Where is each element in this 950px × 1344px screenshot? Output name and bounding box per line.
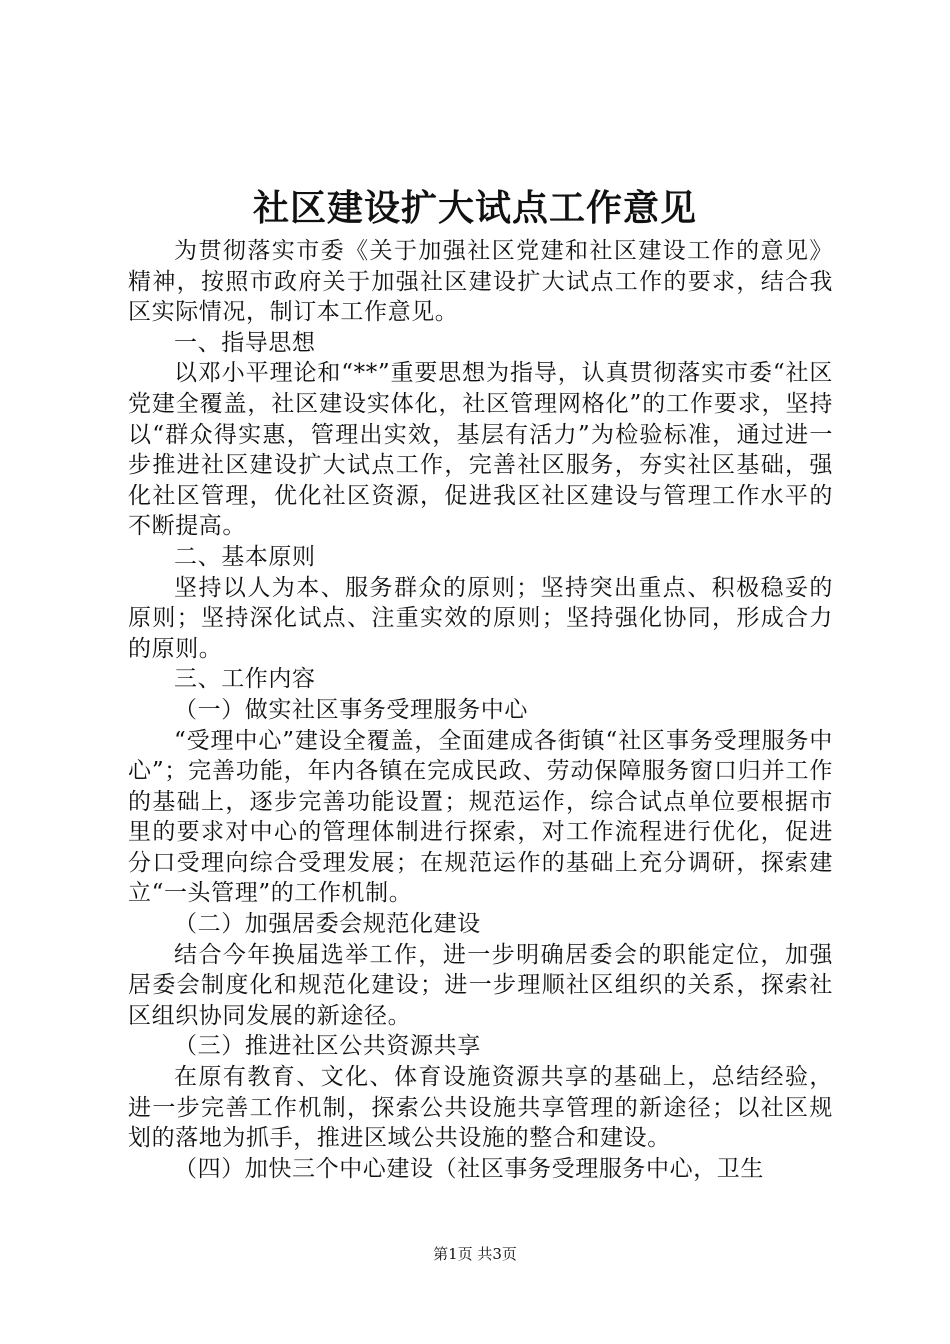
section-heading-basic-principles: 二、基本原则 [174, 543, 316, 570]
document-title: 社区建设扩大试点工作意见 [252, 187, 697, 229]
section-heading-work-content: 三、工作内容 [174, 666, 316, 693]
paragraph-basic-principles: 坚持以人为本、服务群众的原则；坚持突出重点、积极稳妥的原则；坚持深化试点、注重实效的原则；坚持强化协同，形成合力的原则。 [128, 574, 833, 662]
subheading-three-centers: （四）加快三个中心建设（社区事务受理服务中心，卫生 [174, 1155, 764, 1182]
subheading-resource-sharing: （三）推进社区公共资源共享 [174, 1033, 481, 1060]
subheading-residents-committee: （二）加强居委会规范化建设 [174, 911, 481, 938]
page-number: 第1页 共3页 [433, 1245, 517, 1263]
paragraph-residents-committee: 结合今年换届选举工作，进一步明确居委会的职能定位，加强居委会制度化和规范化建设；进一步理顺社区组织的关系，探索社区组织协同发展的新途径。 [128, 941, 833, 1029]
paragraph-resource-sharing: 在原有教育、文化、体育设施资源共享的基础上，总结经验，进一步完善工作机制，探索公共设施共享管理的新途径；以社区规划的落地为抓手，推进区域公共设施的整合和建设。 [128, 1064, 833, 1152]
document-body [128, 236, 833, 1184]
subheading-service-center: （一）做实社区事务受理服务中心 [174, 696, 528, 723]
paragraph-guiding-thought: 以邓小平理论和“**”重要思想为指导，认真贯彻落实市委“社区党建全覆盖，社区建设实体化，社区管理网格化”的工作要求，坚持以“群众得实惠，管理出实效，基层有活力”为检验标准，通过进一步推进社区建设扩大试点工作，完善社区服务，夯实社区基础，强化社区管理，优化社区资源，促进我区社区建设与管理工作水平的不断提高。 [128, 360, 833, 540]
section-heading-guiding-thought: 一、指导思想 [174, 329, 316, 356]
paragraph-service-center: “受理中心”建设全覆盖，全面建成各街镇“社区事务受理服务中心”；完善功能，年内各镇在完成民政、劳动保障服务窗口归并工作的基础上，逐步完善功能设置；规范运作，综合试点单位要根据市里的要求对中心的管理体制进行探索，对工作流程进行优化，促进分口受理向综合受理发展；在规范运作的基础上充分调研，探索建立“一头管理”的工作机制。 [128, 727, 833, 907]
intro-paragraph: 为贯彻落实市委《关于加强社区党建和社区建设工作的意见》精神，按照市政府关于加强社区建设扩大试点工作的要求，结合我区实际情况，制订本工作意见。 [128, 238, 833, 326]
